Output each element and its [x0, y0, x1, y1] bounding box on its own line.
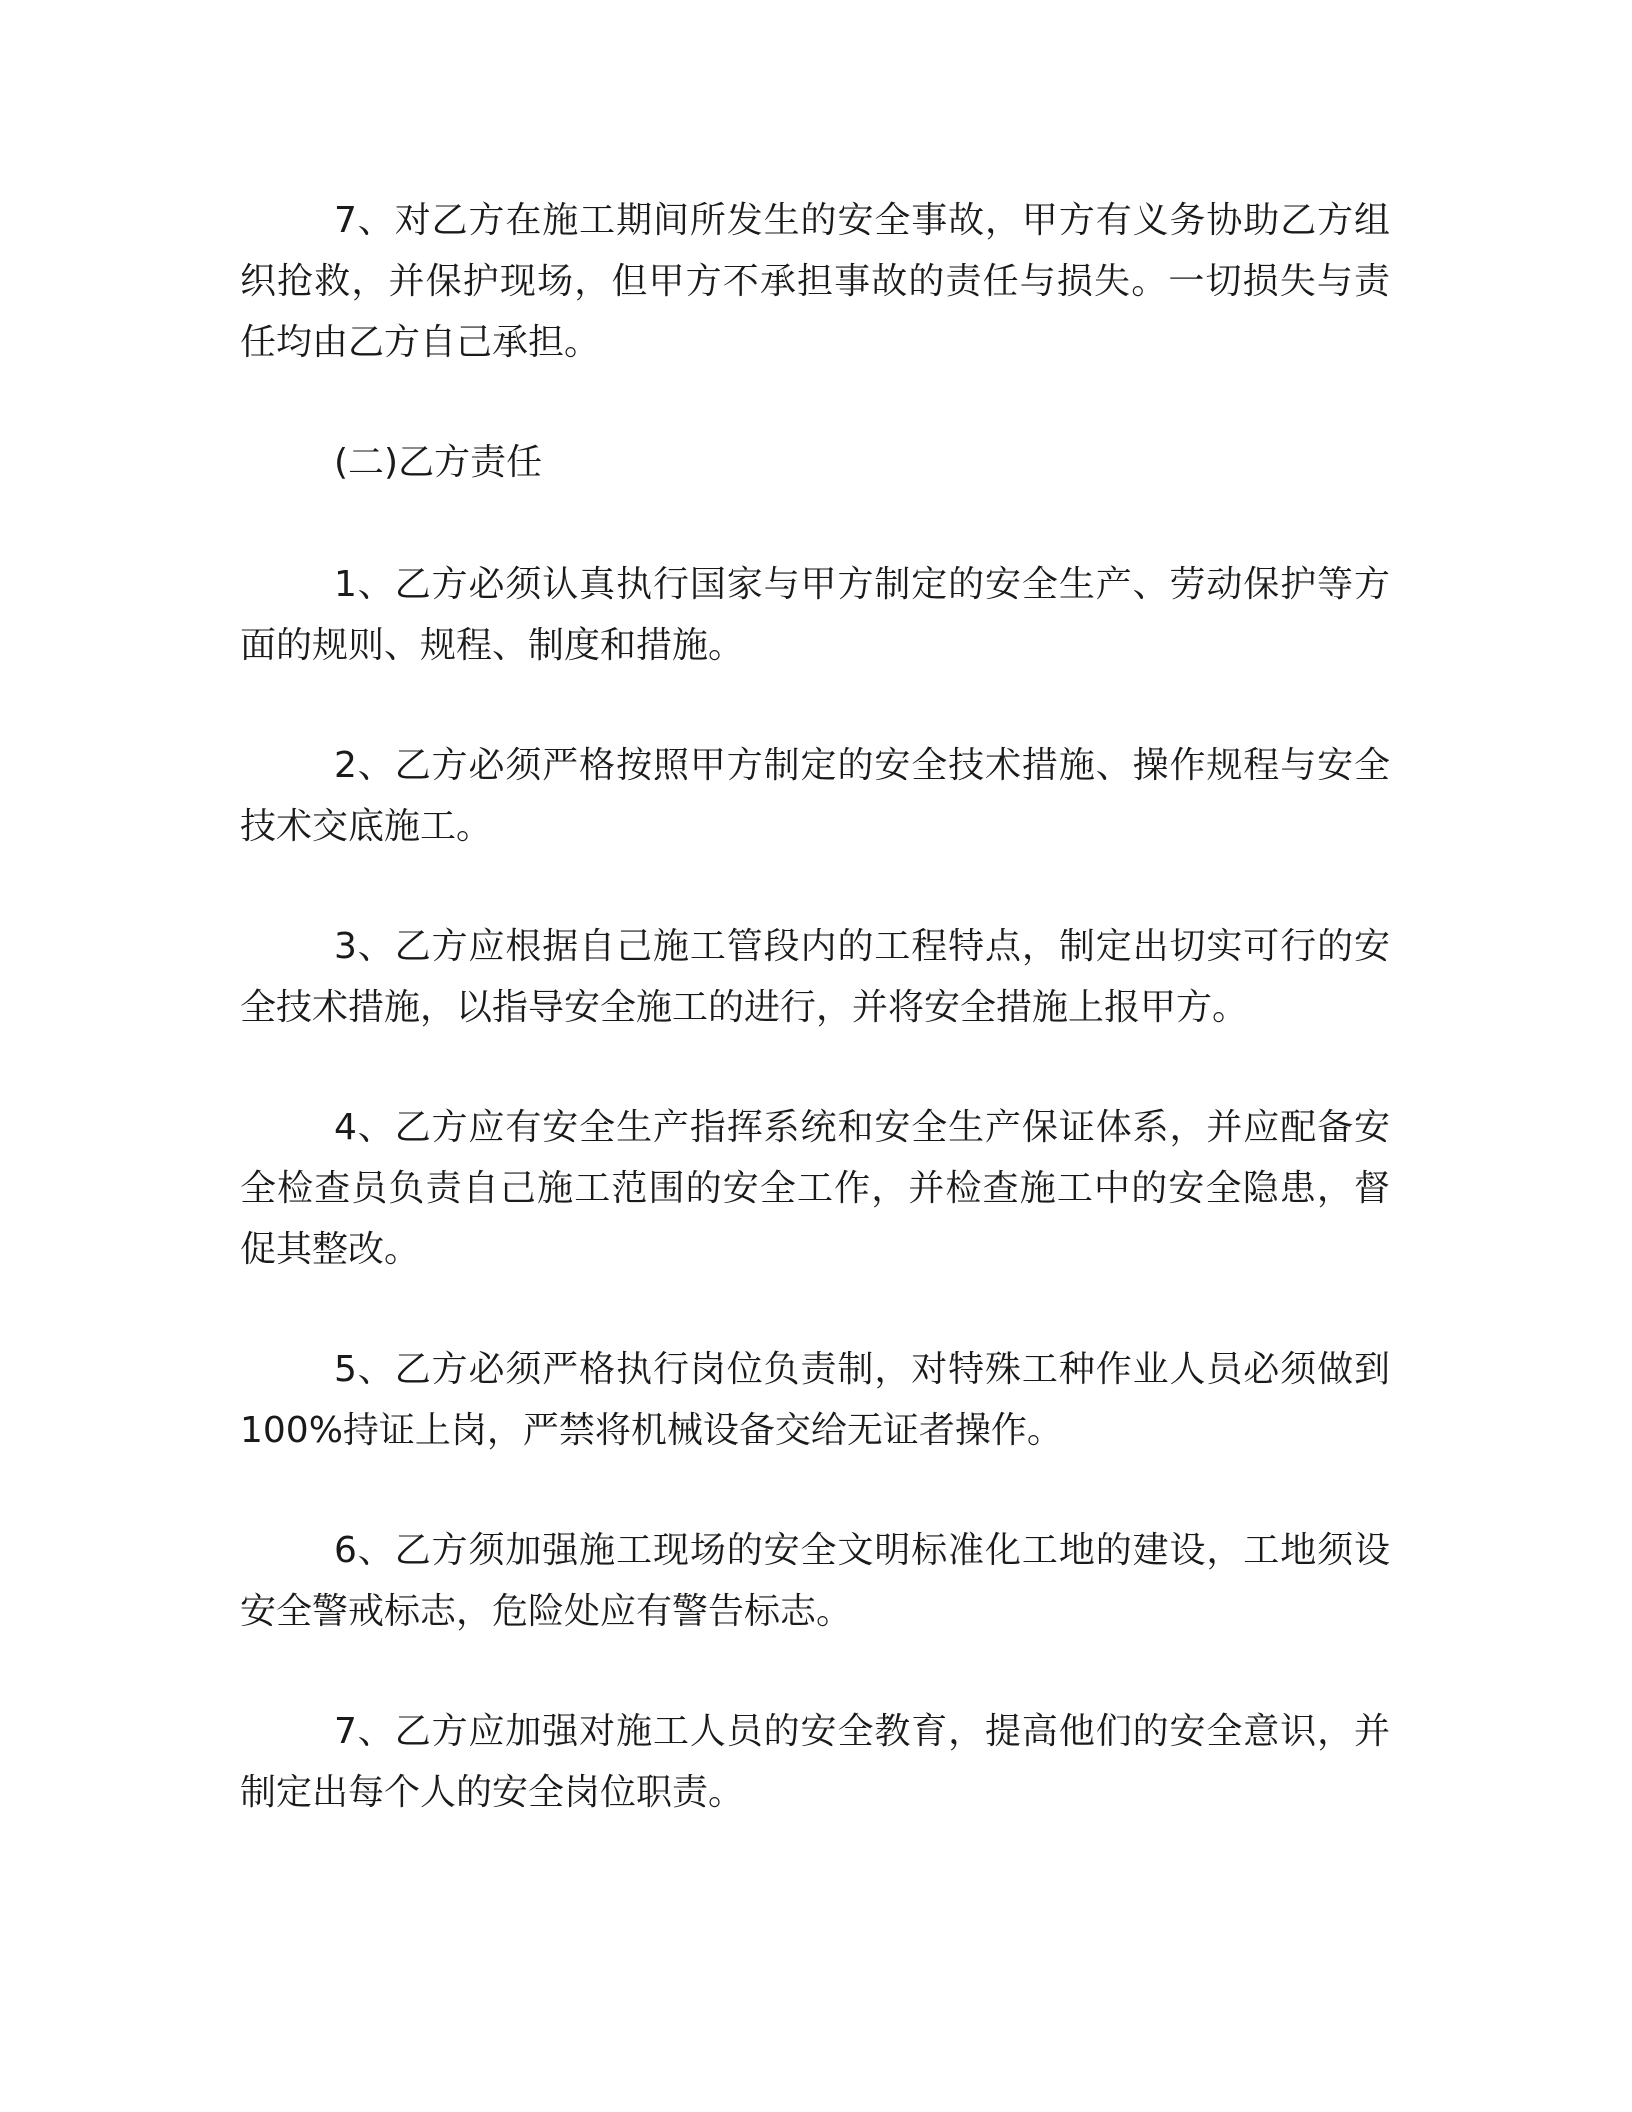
- paragraph-party-b-item-7: 7、乙方应加强对施工人员的安全教育，提高他们的安全意识，并制定出每个人的安全岗位职责。: [240, 1711, 1390, 1813]
- paragraph-party-b-item-5: 5、乙方必须严格执行岗位负责制，对特殊工种作业人员必须做到 100%持证上岗，严禁将机械设备交给无证者操作。: [240, 1349, 1390, 1451]
- paragraph-party-b-item-2: 2、乙方必须严格按照甲方制定的安全技术措施、操作规程与安全技术交底施工。: [240, 745, 1390, 847]
- paragraph-party-b-item-6: 6、乙方须加强施工现场的安全文明标准化工地的建设，工地须设安全警戒标志，危险处应有警告标志。: [240, 1530, 1390, 1632]
- paragraph-party-a-item-7: 7、对乙方在施工期间所发生的安全事故，甲方有义务协助乙方组织抢救，并保护现场，但甲方不承担事故的责任与损失。一切损失与责任均由乙方自己承担。: [240, 200, 1390, 363]
- document-body: [240, 190, 1390, 1882]
- paragraph-party-b-item-1: 1、乙方必须认真执行国家与甲方制定的安全生产、劳动保护等方面的规则、规程、制度和措施。: [240, 564, 1390, 666]
- section-heading-party-b-responsibility: (二)乙方责任: [334, 442, 543, 483]
- paragraph-party-b-item-4: 4、乙方应有安全生产指挥系统和安全生产保证体系，并应配备安全检查员负责自己施工范围的安全工作，并检查施工中的安全隐患，督促其整改。: [240, 1107, 1390, 1270]
- paragraph-party-b-item-3: 3、乙方应根据自己施工管段内的工程特点，制定出切实可行的安全技术措施，以指导安全施工的进行，并将安全措施上报甲方。: [240, 926, 1390, 1028]
